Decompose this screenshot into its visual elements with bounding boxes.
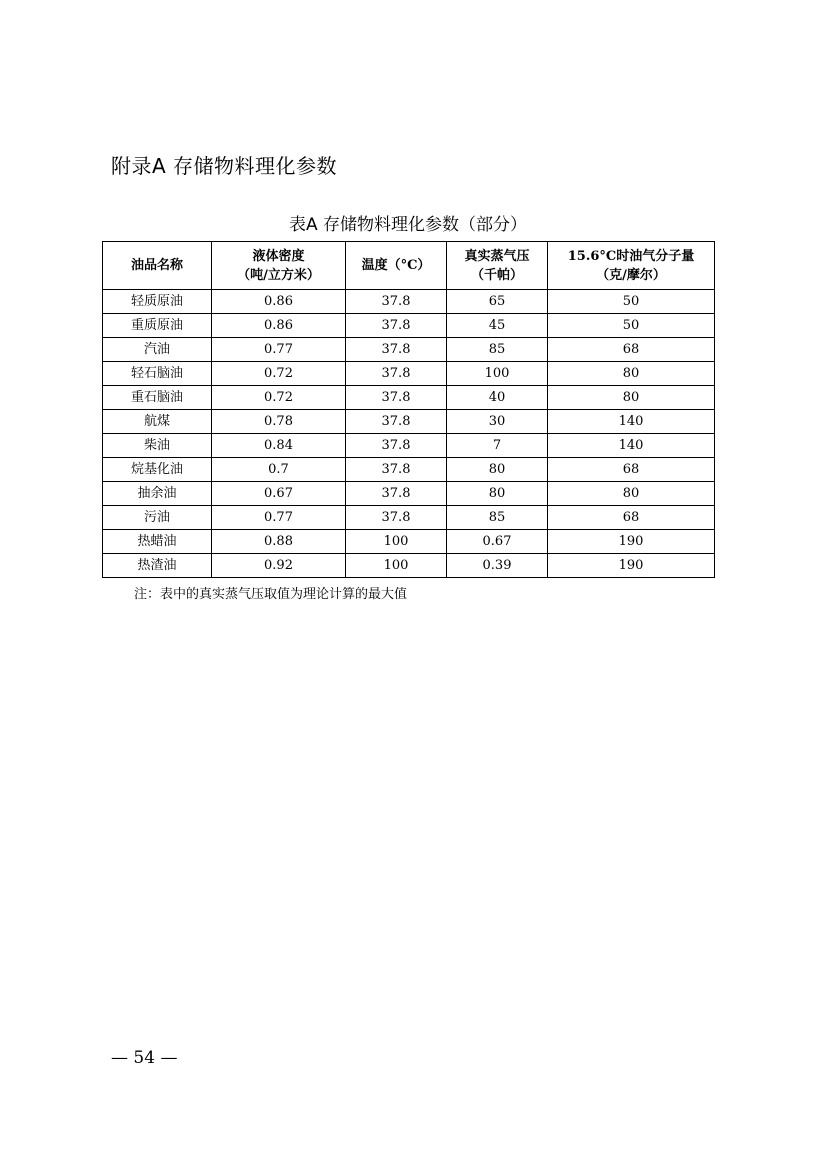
cell-molecular-weight: 50 bbox=[548, 290, 715, 314]
cell-molecular-weight: 68 bbox=[548, 338, 715, 362]
cell-density: 0.72 bbox=[212, 386, 346, 410]
cell-temperature: 100 bbox=[346, 554, 447, 578]
cell-temperature: 37.8 bbox=[346, 458, 447, 482]
header-vapor-pressure-line1: 真实蒸气压 bbox=[464, 248, 530, 264]
table-row bbox=[103, 362, 715, 386]
header-product-name-line: 油品名称 bbox=[130, 258, 183, 273]
table-row bbox=[103, 530, 715, 554]
table-row bbox=[103, 554, 715, 578]
cell-molecular-weight: 80 bbox=[548, 386, 715, 410]
cell-product-name: 重石脑油 bbox=[103, 386, 212, 410]
cell-temperature: 37.8 bbox=[346, 434, 447, 458]
cell-density: 0.84 bbox=[212, 434, 346, 458]
cell-vapor-pressure: 85 bbox=[447, 506, 548, 530]
cell-molecular-weight: 50 bbox=[548, 314, 715, 338]
cell-temperature: 37.8 bbox=[346, 506, 447, 530]
cell-density: 0.77 bbox=[212, 506, 346, 530]
cell-product-name: 热蜡油 bbox=[103, 530, 212, 554]
cell-temperature: 100 bbox=[346, 530, 447, 554]
header-liquid-density bbox=[212, 242, 346, 290]
cell-vapor-pressure: 30 bbox=[447, 410, 548, 434]
cell-vapor-pressure: 7 bbox=[447, 434, 548, 458]
table-row bbox=[103, 458, 715, 482]
cell-density: 0.7 bbox=[212, 458, 346, 482]
cell-density: 0.77 bbox=[212, 338, 346, 362]
cell-density: 0.88 bbox=[212, 530, 346, 554]
table-row bbox=[103, 338, 715, 362]
header-molecular-weight bbox=[548, 242, 715, 290]
cell-temperature: 37.8 bbox=[346, 290, 447, 314]
cell-product-name: 烷基化油 bbox=[103, 458, 212, 482]
cell-density: 0.92 bbox=[212, 554, 346, 578]
cell-molecular-weight: 190 bbox=[548, 530, 715, 554]
cell-vapor-pressure: 85 bbox=[447, 338, 548, 362]
table-header-row bbox=[103, 242, 715, 290]
header-temperature bbox=[346, 242, 447, 290]
parameters-table bbox=[102, 241, 715, 578]
cell-density: 0.86 bbox=[212, 314, 346, 338]
table-body bbox=[103, 290, 715, 578]
cell-vapor-pressure: 100 bbox=[447, 362, 548, 386]
cell-molecular-weight: 80 bbox=[548, 362, 715, 386]
cell-vapor-pressure: 45 bbox=[447, 314, 548, 338]
cell-molecular-weight: 68 bbox=[548, 506, 715, 530]
table-row bbox=[103, 314, 715, 338]
cell-vapor-pressure: 65 bbox=[447, 290, 548, 314]
cell-vapor-pressure: 80 bbox=[447, 458, 548, 482]
appendix-heading: 附录A 存储物料理化参数 bbox=[111, 154, 338, 178]
cell-temperature: 37.8 bbox=[346, 386, 447, 410]
cell-product-name: 航煤 bbox=[103, 410, 212, 434]
cell-product-name: 污油 bbox=[103, 506, 212, 530]
page-number: — 54 — bbox=[111, 1048, 178, 1068]
header-molecular-weight-line2: （克/摩尔） bbox=[596, 267, 666, 283]
cell-temperature: 37.8 bbox=[346, 410, 447, 434]
cell-density: 0.86 bbox=[212, 290, 346, 314]
cell-molecular-weight: 140 bbox=[548, 410, 715, 434]
cell-density: 0.67 bbox=[212, 482, 346, 506]
table-row bbox=[103, 482, 715, 506]
cell-product-name: 热渣油 bbox=[103, 554, 212, 578]
cell-temperature: 37.8 bbox=[346, 338, 447, 362]
cell-density: 0.72 bbox=[212, 362, 346, 386]
cell-vapor-pressure: 80 bbox=[447, 482, 548, 506]
table-row bbox=[103, 290, 715, 314]
cell-temperature: 37.8 bbox=[346, 482, 447, 506]
cell-molecular-weight: 68 bbox=[548, 458, 715, 482]
cell-temperature: 37.8 bbox=[346, 314, 447, 338]
table-row bbox=[103, 506, 715, 530]
header-temperature-line: 温度（°C） bbox=[361, 258, 431, 273]
table-title: 表A 存储物料理化参数（部分） bbox=[288, 215, 528, 235]
table-note: 注：表中的真实蒸气压取值为理论计算的最大值 bbox=[134, 587, 408, 602]
cell-product-name: 重质原油 bbox=[103, 314, 212, 338]
table-row bbox=[103, 434, 715, 458]
cell-density: 0.78 bbox=[212, 410, 346, 434]
header-liquid-density-line2: （吨/立方米） bbox=[237, 267, 320, 283]
table-row bbox=[103, 386, 715, 410]
header-product-name bbox=[103, 242, 212, 290]
cell-molecular-weight: 190 bbox=[548, 554, 715, 578]
cell-product-name: 抽余油 bbox=[103, 482, 212, 506]
header-vapor-pressure-line2: （千帕） bbox=[470, 267, 523, 283]
cell-molecular-weight: 80 bbox=[548, 482, 715, 506]
cell-product-name: 轻质原油 bbox=[103, 290, 212, 314]
table-row bbox=[103, 410, 715, 434]
header-vapor-pressure bbox=[447, 242, 548, 290]
header-molecular-weight-line1: 15.6°C时油气分子量 bbox=[567, 248, 695, 264]
cell-vapor-pressure: 40 bbox=[447, 386, 548, 410]
cell-product-name: 轻石脑油 bbox=[103, 362, 212, 386]
cell-vapor-pressure: 0.67 bbox=[447, 530, 548, 554]
cell-molecular-weight: 140 bbox=[548, 434, 715, 458]
cell-temperature: 37.8 bbox=[346, 362, 447, 386]
cell-product-name: 汽油 bbox=[103, 338, 212, 362]
cell-vapor-pressure: 0.39 bbox=[447, 554, 548, 578]
cell-product-name: 柴油 bbox=[103, 434, 212, 458]
header-liquid-density-line1: 液体密度 bbox=[252, 248, 305, 264]
